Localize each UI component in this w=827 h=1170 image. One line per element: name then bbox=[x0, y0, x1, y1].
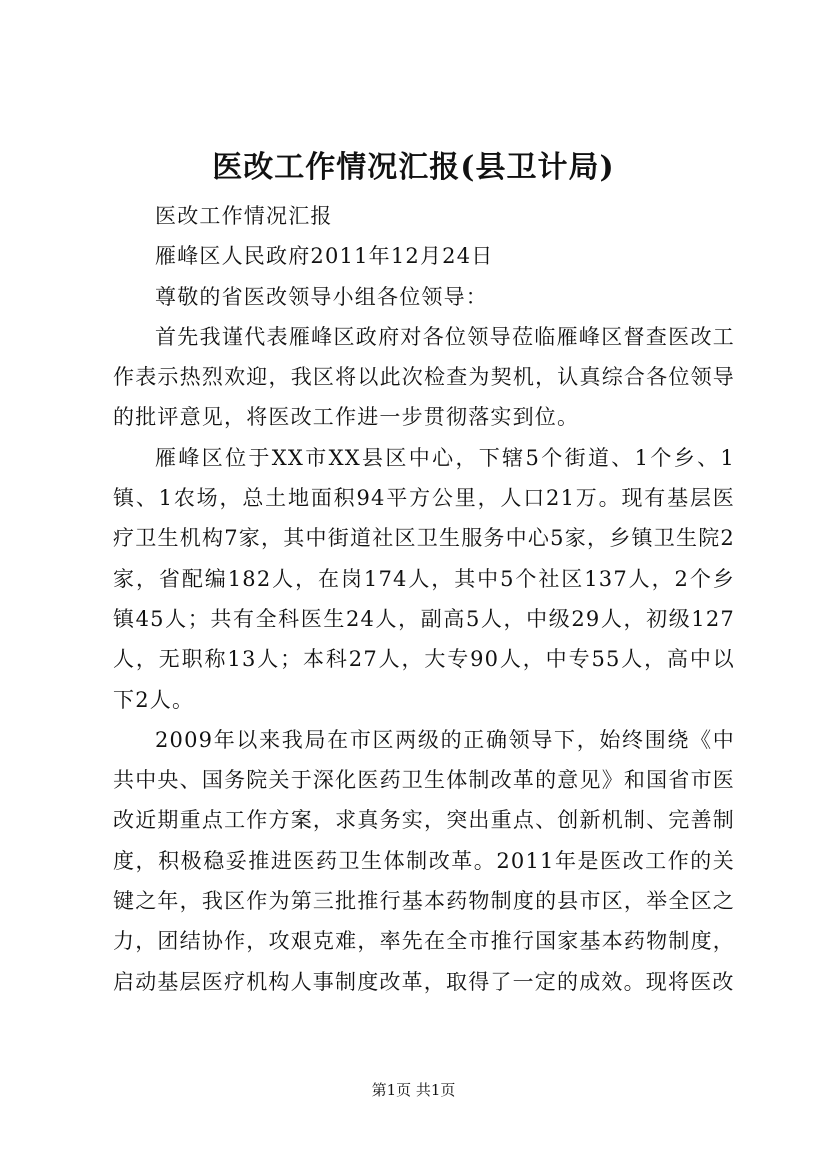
document-title: 医改工作情况汇报(县卫计局) bbox=[212, 150, 615, 185]
document-body bbox=[113, 196, 735, 1002]
paragraph-intro: 首先我谨代表雁峰区政府对各位领导莅临雁峰区督查医改工作表示热烈欢迎，我区将以此次检查为契机，认真综合各位领导的批评意见，将医改工作进一步贯彻落实到位。 bbox=[113, 324, 735, 430]
paragraph-salutation: 尊敬的省医改领导小组各位领导： bbox=[155, 284, 488, 309]
paragraph-overview: 雁峰区位于XX市XX县区中心，下辖5个街道、1个乡、1镇、1农场，总土地面积94平方公里，人口21万。现有基层医疗卫生机构7家，其中街道社区卫生服务中心5家，乡镇卫生院2家，省配编182人，在岗174人，其中5个社区137人，2个乡镇45人；共有全科医生24人，副高5人，中级29人，初级127人，无职称13人；本科27人，大专90人，中专55人，高中以下2人。 bbox=[113, 445, 735, 712]
paragraph-date: 雁峰区人民政府2011年12月24日 bbox=[155, 244, 494, 269]
page-number-footer: 第1页 共1页 bbox=[371, 1081, 456, 1099]
paragraph-progress: 2009年以来我局在市区两级的正确领导下，始终围绕《中共中央、国务院关于深化医药卫生体制改革的意见》和国省市医改近期重点工作方案，求真务实，突出重点、创新机制、完善制度，积极稳妥推进医药卫生体制改革。2011年是医改工作的关键之年，我区作为第三批推行基本药物制度的县市区，举全区之力，团结协作，攻艰克难，率先在全市推行国家基本药物制度，启动基层医疗机构人事制度改革，取得了一定的成效。现将医改 bbox=[113, 727, 735, 994]
paragraph-subtitle: 医改工作情况汇报 bbox=[155, 204, 333, 228]
